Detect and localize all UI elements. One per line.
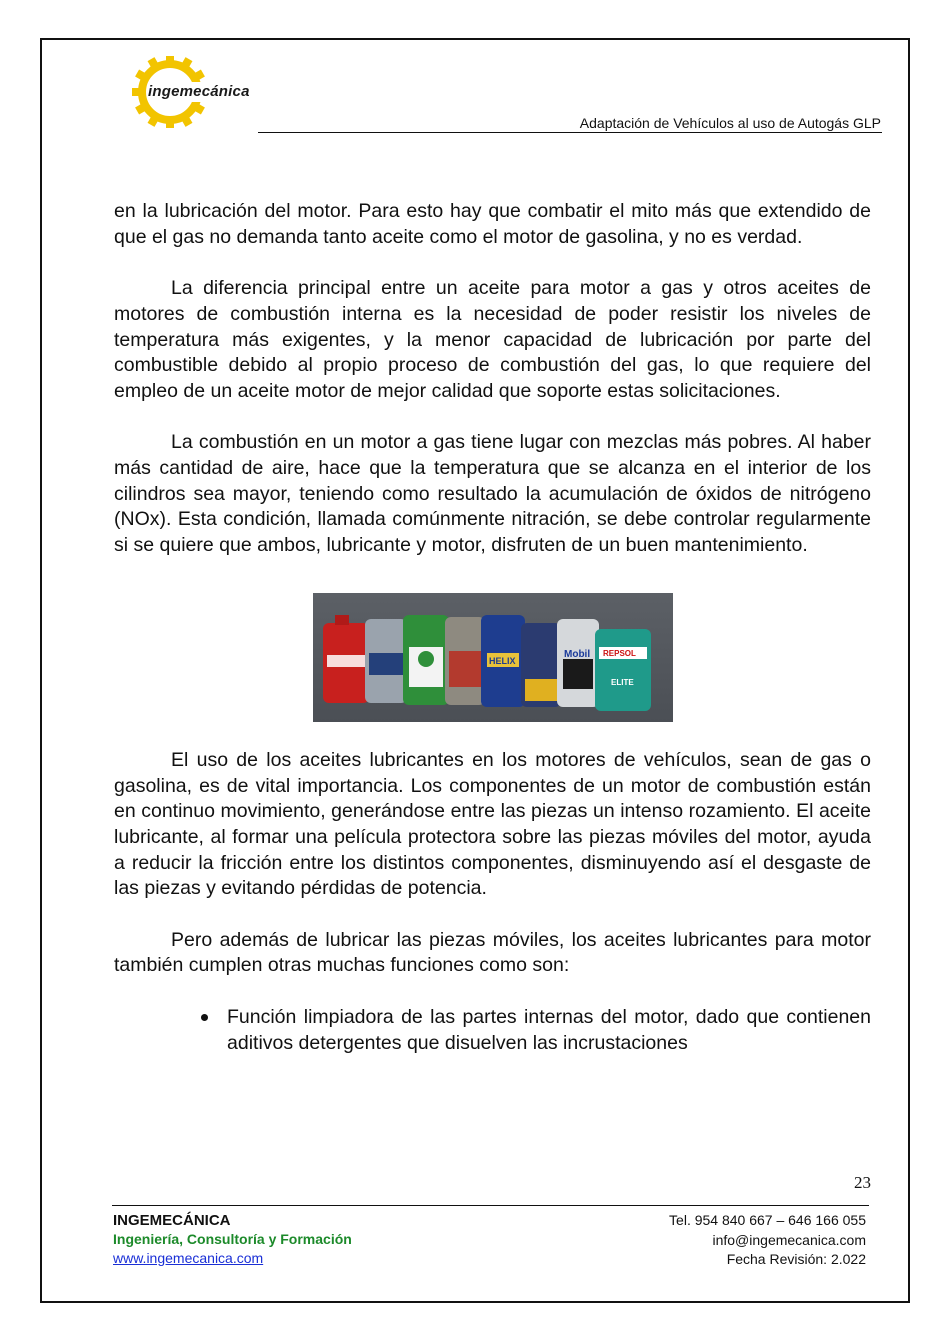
footer-company-name: INGEMECÁNICA [113,1212,231,1229]
document-title: Adaptación de Vehículos al uso de Autogás GLP [579,115,881,131]
list-item [114,1005,871,1056]
paragraph: El uso de los aceites lubricantes en los motores de vehículos, sean de gas o gasolina, es de vital importancia. Los componentes de un motor de combustión están en continuo movimiento, generándose entre las piezas un intenso rozamiento. El aceite lubricante, al formar una película protectora sobre las piezas móviles del motor, ayuda a reducir la fricción entre los distintos componentes, disminuyendo así el desgaste de las piezas y evitando pérdidas de potencia. [114,748,871,900]
label-mobil: Mobil [563,648,590,660]
company-logo [132,56,272,128]
footer-divider [112,1205,869,1206]
footer-email: info@ingemecanica.com [712,1231,866,1248]
page-number: 23 [854,1173,871,1192]
page-content [114,199,871,1056]
label-elite: ELITE [610,677,634,687]
header-divider [258,132,882,133]
label-helix: HELIX [488,655,516,666]
paragraph: en la lubricación del motor. Para esto hay que combatir el mito más que extendido de que el gas no demanda tanto aceite como el motor de gasolina, y no es verdad. [114,200,871,248]
paragraph: Pero además de lubricar las piezas móviles, los aceites lubricantes para motor también cumplen otras muchas funciones como son: [114,928,871,977]
oil-bottles-photo [313,593,673,722]
logo-text: ingemecánica [148,83,250,100]
bullet-list [114,1005,871,1056]
website-link[interactable]: www.ingemecanica.com [113,1250,264,1266]
footer-contact-info [669,1211,866,1270]
footer-company-info [113,1211,352,1268]
list-item-text: Función limpiadora de las partes internas del motor, dado que contienen aditivos detergentes que disuelven las incrustaciones [227,1005,871,1054]
footer-tagline: Ingeniería, Consultoría y Formación [113,1231,352,1247]
paragraph: La combustión en un motor a gas tiene lugar con mezclas más pobres. Al haber más cantidad de aire, hace que la temperatura que se alcanza en el interior de los cilindros sea mayor, teniendo como resultado la acumulación de óxidos de nitrógeno (NOx). Esta condición, llamada comúnmente nitración, se debe controlar regularmente si se quiere que ambos, lubricante y motor, disfruten de un buen mantenimiento. [114,431,871,557]
bullet-icon [201,1014,208,1021]
footer-phone: Tel. 954 840 667 – 646 166 055 [669,1212,866,1228]
label-repsol: REPSOL [602,648,636,658]
paragraph: La diferencia principal entre un aceite para motor a gas y otros aceites de motores de combustión interna es la necesidad de poder resistir los niveles de temperatura más exigentes, y la menor capacidad de lubricación por parte del combustible debido al propio proceso de combustión del gas, lo que requiere del empleo de un aceite motor de mejor calidad que soporte estas solicitaciones. [114,277,871,402]
footer-revision-date: Fecha Revisión: 2.022 [726,1251,866,1267]
